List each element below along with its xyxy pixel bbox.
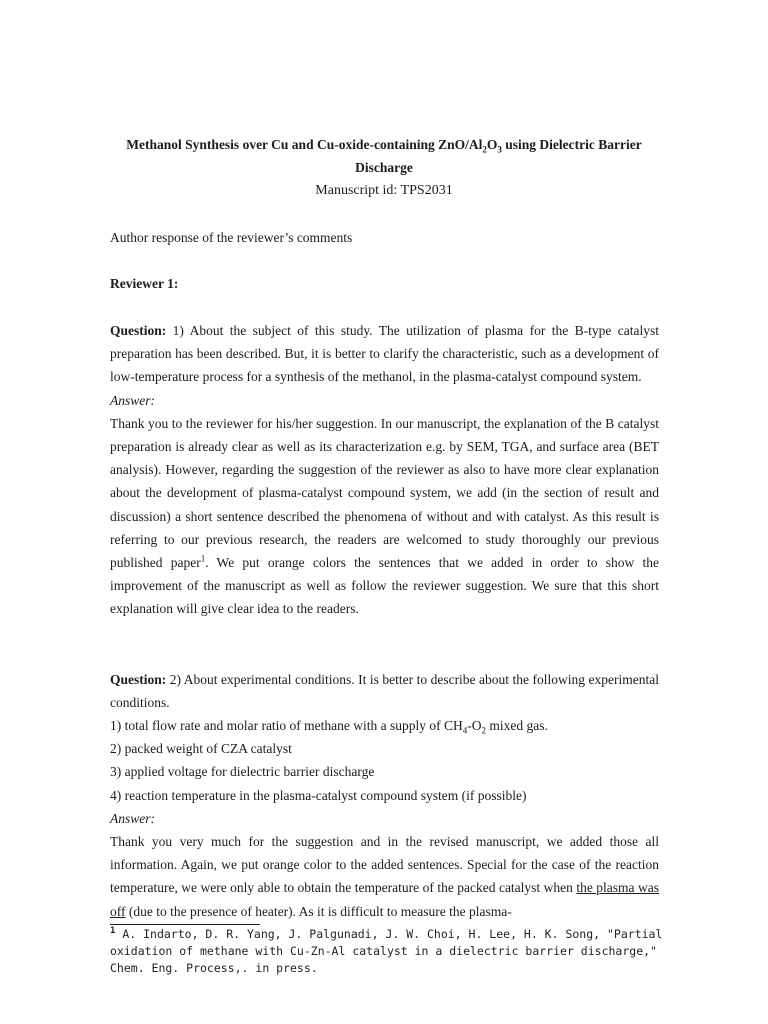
conditions-list — [110, 714, 659, 830]
title-subscript: 3 — [497, 144, 502, 155]
answer-2-paragraph — [110, 830, 659, 923]
answer-text: . We put orange colors the sentences that we added in order to show the improvement of the manuscript as well as follow the reviewer suggestion. We sure that this short explanation will give clear idea to the readers. — [110, 555, 659, 617]
list-item-text: 1) total flow rate and molar ratio of methane with a supply of CH — [110, 718, 463, 733]
intro-line: Author response of the reviewer’s comments — [110, 230, 353, 245]
answer-label: Answer: — [110, 810, 155, 826]
question-2-block — [110, 668, 659, 714]
list-item — [110, 714, 659, 737]
answer-label-2 — [110, 807, 659, 830]
list-item: 2) packed weight of CZA catalyst — [110, 741, 292, 757]
reviewer-heading — [110, 274, 178, 294]
manuscript-id: Manuscript id: TPS2031 — [315, 183, 453, 198]
question-text: 1) About the subject of this study. The utilization of plasma for the B-type catalyst preparation has been described. But, it is better to clarify the characteristic, such as a development of low-temperature process for a synthesis of the methanol, in the plasma-catalyst compound system. — [110, 323, 659, 385]
question-label: Question: — [110, 323, 167, 338]
question-text: 2) About experimental conditions. It is better to describe about the following experimental conditions. — [110, 672, 659, 711]
footnote-separator — [110, 924, 260, 925]
answer-2 — [110, 830, 659, 923]
answer-label: Answer: — [110, 392, 155, 408]
footnote-text: A. Indarto, D. R. Yang, J. Palgunadi, J. W. Choi, H. Lee, H. K. Song, "Partial oxidation of methane with Cu-Zn-Al catalyst in a dielectric barrier discharge," Chem. Eng. Process,. in press. — [110, 927, 663, 975]
list-item-text: mixed gas. — [486, 718, 548, 733]
title-text-part: using Dielectric Barrier Discharge — [355, 137, 642, 175]
footnote-number: 1 — [110, 926, 116, 937]
list-item-text: -O — [467, 718, 482, 733]
list-item: 3) applied voltage for dielectric barrier discharge — [110, 764, 375, 780]
subscript: 2 — [481, 725, 487, 736]
title-text-part: O — [486, 137, 498, 152]
title-text-part: Methanol Synthesis over Cu and Cu-oxide-containing ZnO/Al — [126, 137, 483, 152]
question-2 — [110, 668, 659, 714]
answer-text: Thank you to the reviewer for his/her suggestion. In our manuscript, the explanation of the B catalyst preparation is already clear as well as its characterization e.g. by SEM, TGA, and surface area (BET analysis). However, regarding the suggestion of the reviewer as also to have more clear explanation about the development of plasma-catalyst compound system, we add (in the section of result and discussion) a short sentence described the phenomena of without and with catalyst. As this result is referring to our previous research, the readers are welcomed to study thoroughly our previous published paper — [110, 415, 659, 571]
underlined-text: the plasma was off — [110, 880, 659, 919]
list-item: 4) reaction temperature in the plasma-catalyst compound system (if possible) — [110, 787, 527, 803]
answer-text: (due to the presence of heater). As it is difficult to measure the plasma- — [125, 903, 512, 919]
answer-label-1 — [110, 389, 659, 412]
paper-title — [100, 133, 668, 179]
title-subscript: 2 — [482, 144, 487, 155]
footnote — [110, 926, 670, 977]
answer-1 — [110, 412, 659, 621]
answer-text: Thank you very much for the suggestion and in the revised manuscript, we added those all information. Again, we put orange color to the added sentences. Special for the case of the reaction temperature, we were only able to obtain the temperature of the packed catalyst when — [110, 834, 659, 896]
footnote-reference: 1 — [200, 553, 206, 564]
question-1-block — [110, 319, 659, 621]
question-1 — [110, 319, 659, 389]
reviewer-heading-text: Reviewer 1: — [110, 276, 179, 291]
subscript: 4 — [462, 725, 468, 736]
question-label: Question: — [110, 672, 167, 687]
